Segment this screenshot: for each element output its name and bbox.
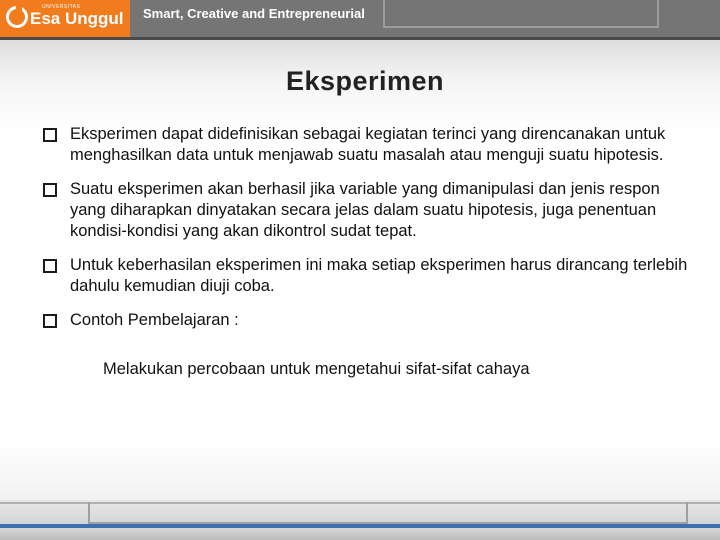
slide-title: Eksperimen — [285, 66, 445, 96]
logo — [0, 0, 130, 37]
bullet-list — [43, 124, 693, 344]
bullet-item — [43, 124, 693, 166]
bullet-text: Eksperimen dapat didefinisikan sebagai kegiatan terinci yang direncanakan untuk menghasilkan data untuk menjawab suatu masalah atau menguji suatu hipotesis. — [70, 125, 666, 164]
bullet-text: Untuk keberhasilan eksperimen ini maka setiap eksperimen harus dirancang terlebih dahulu kemudian diuji coba. — [70, 256, 688, 295]
checkbox-bullet-icon — [43, 314, 57, 328]
checkbox-bullet-icon — [43, 183, 57, 197]
logo-small-text: UNIVERSITAS — [42, 4, 81, 10]
bullet-item — [43, 310, 693, 331]
tagline: Smart, Creative and Entrepreneurial — [143, 6, 365, 21]
bullet-item — [43, 179, 693, 242]
bullet-item — [43, 255, 693, 297]
checkbox-bullet-icon — [43, 259, 57, 273]
bullet-text: Suatu eksperimen akan berhasil jika variable yang dimanipulasi dan jenis respon yang diharapkan dinyatakan secara jelas dalam suatu hipotesis, juga penentuan kondisi-kondisi yang akan dikontrol sudat tepat. — [70, 180, 660, 240]
checkbox-bullet-icon — [43, 128, 57, 142]
footer-frame-decoration — [88, 502, 688, 524]
bullet-text: Contoh Pembelajaran : — [70, 311, 239, 329]
example-text: Melakukan percobaan untuk mengetahui sifat-sifat cahaya — [103, 360, 530, 378]
esa-unggul-logo-icon — [6, 6, 28, 28]
logo-text: Esa Unggul — [30, 9, 124, 28]
footer-base — [0, 528, 720, 540]
header-frame-decoration — [383, 0, 659, 28]
